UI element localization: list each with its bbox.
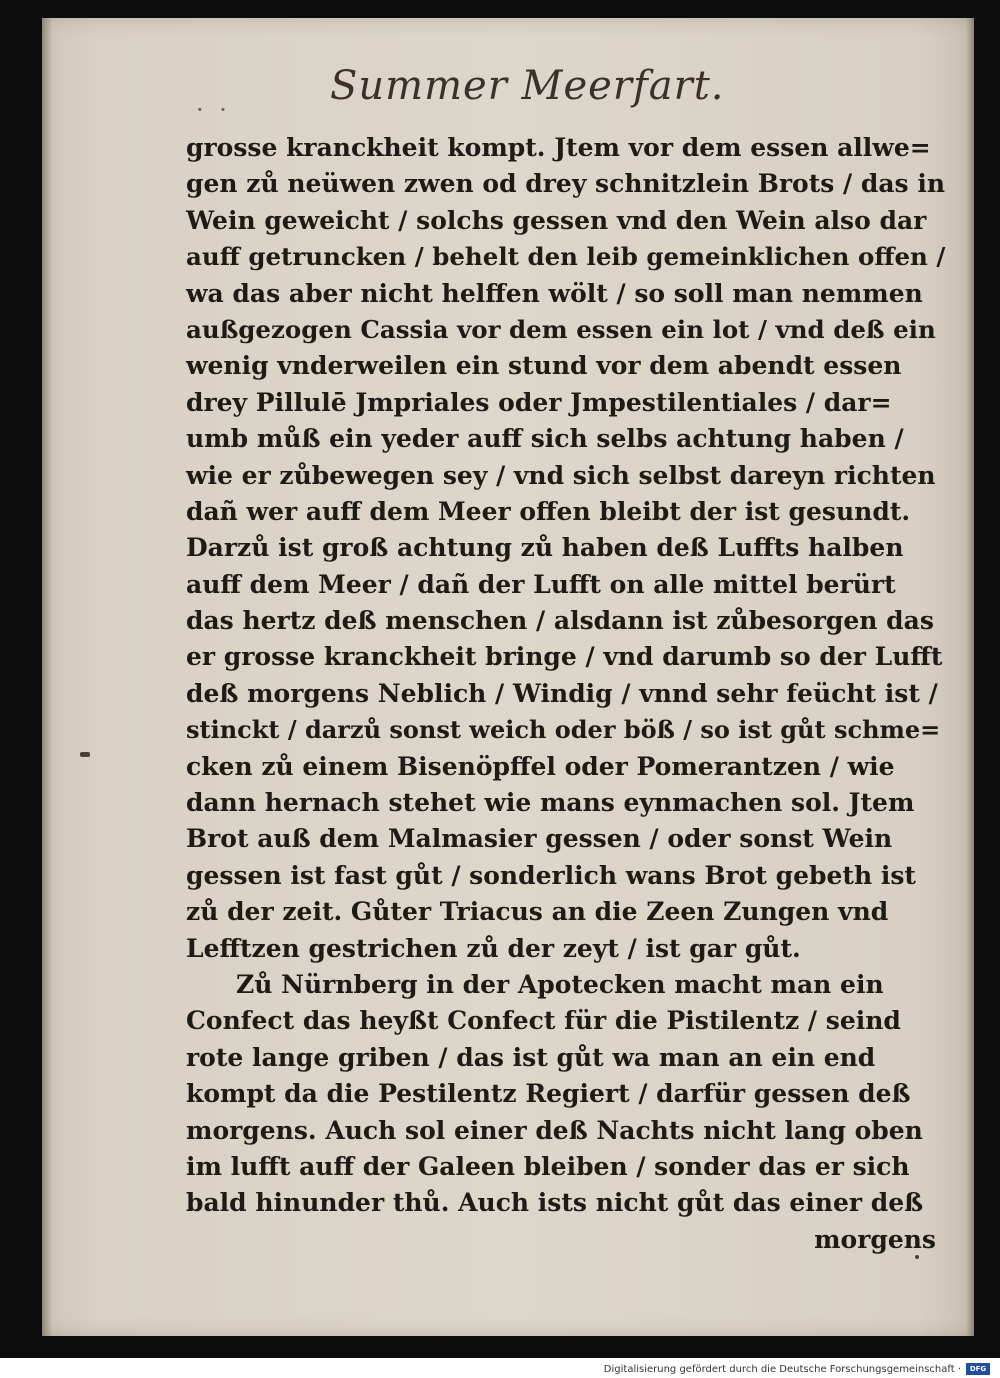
text-line-12: Darzů ist groß achtung zů haben deß Luffts halben [186,533,904,563]
text-line-22: zů der zeit. Gůter Triacus an die Zeen Zungen vnd [186,897,889,927]
credit-text: Digitalisierung gefördert durch die Deutsche Forschungsgemeinschaft · [603,1363,961,1375]
digitization-credit [604,1362,990,1376]
text-line-25: Confect das heyßt Confect für die Pistilentz / seind [186,1006,901,1036]
margin-mark [80,752,90,757]
text-line-17: stinckt / darzů sonst weich oder böß / so ist gůt schme= [186,715,941,745]
text-line-6: außgezogen Cassia vor dem essen ein lot / vnd deß ein [186,314,936,344]
text-line-13: auff dem Meer / dañ der Lufft on alle mittel berürt [186,569,896,599]
text-line-28: morgens. Auch sol einer deß Nachts nicht lang oben [186,1115,923,1145]
text-line-1: grosse kranckheit kompt. Jtem vor dem essen allwe= [186,133,931,162]
text-line-14: das hertz deß menschen / alsdann ist zůbesorgen das [186,606,934,636]
text-line-15: er grosse kranckheit bringe / vnd darumb so der Lufft [186,642,943,672]
head-mark: · · [196,96,231,124]
text-line-10: wie er zůbewegen sey / vnd sich selbst dareyn richten [186,460,936,490]
dfg-logo-icon[interactable]: DFG [966,1363,990,1375]
text-line-5: wa das aber nicht helffen wölt / so soll man nemmen [186,278,923,308]
margin-dot [915,1255,919,1259]
text-line-2: gen zů neüwen zwen od drey schnitzlein Brots / das in [186,169,945,199]
running-head: Summer Meerfart. [330,63,725,109]
catchword: morgens [814,1224,936,1254]
text-line-11: dañ wer auff dem Meer offen bleibt der ist gesundt. [186,496,911,526]
text-line-21: gessen ist fast gůt / sonderlich wans Brot gebeth ist [186,860,916,890]
text-line-4: auff getruncken / behelt den leib gemeinklichen offen / [186,242,946,272]
text-line-30: bald hinunder thů. Auch ists nicht gůt das einer deß [186,1188,924,1218]
body-text [186,130,946,1258]
text-line-29: im lufft auff der Galeen bleiben / sonder das er sich [186,1151,910,1181]
text-line-3: Wein geweicht / solchs gessen vnd den Wein also dar [186,205,927,235]
text-line-27: kompt da die Pestilentz Regiert / darfür gessen deß [186,1079,911,1109]
text-line-20: Brot auß dem Malmasier gessen / oder sonst Wein [186,824,893,854]
text-line-16: deß morgens Neblich / Windig / vnnd sehr feücht ist / [186,678,938,708]
text-line-26: rote lange griben / das ist gůt wa man an ein end [186,1042,876,1072]
text-line-7: wenig vnderweilen ein stund vor dem abendt essen [186,351,902,381]
text-line-24: Zů Nürnberg in der Apotecken macht man ein [236,969,884,999]
page-edge-shadow [966,18,974,1336]
page-gutter-shadow [42,18,52,1336]
text-line-8: drey Pillulē Jmpriales oder Jmpestilentiales / dar= [186,387,892,417]
text-line-23: Lefftzen gestrichen zů der zeyt / ist gar gůt. [186,933,801,963]
text-line-19: dann hernach stehet wie mans eynmachen sol. Jtem [186,788,915,818]
text-line-9: umb můß ein yeder auff sich selbs achtung haben / [186,424,904,454]
text-line-18: cken zů einem Bisenöpffel oder Pomerantzen / wie [186,751,895,781]
